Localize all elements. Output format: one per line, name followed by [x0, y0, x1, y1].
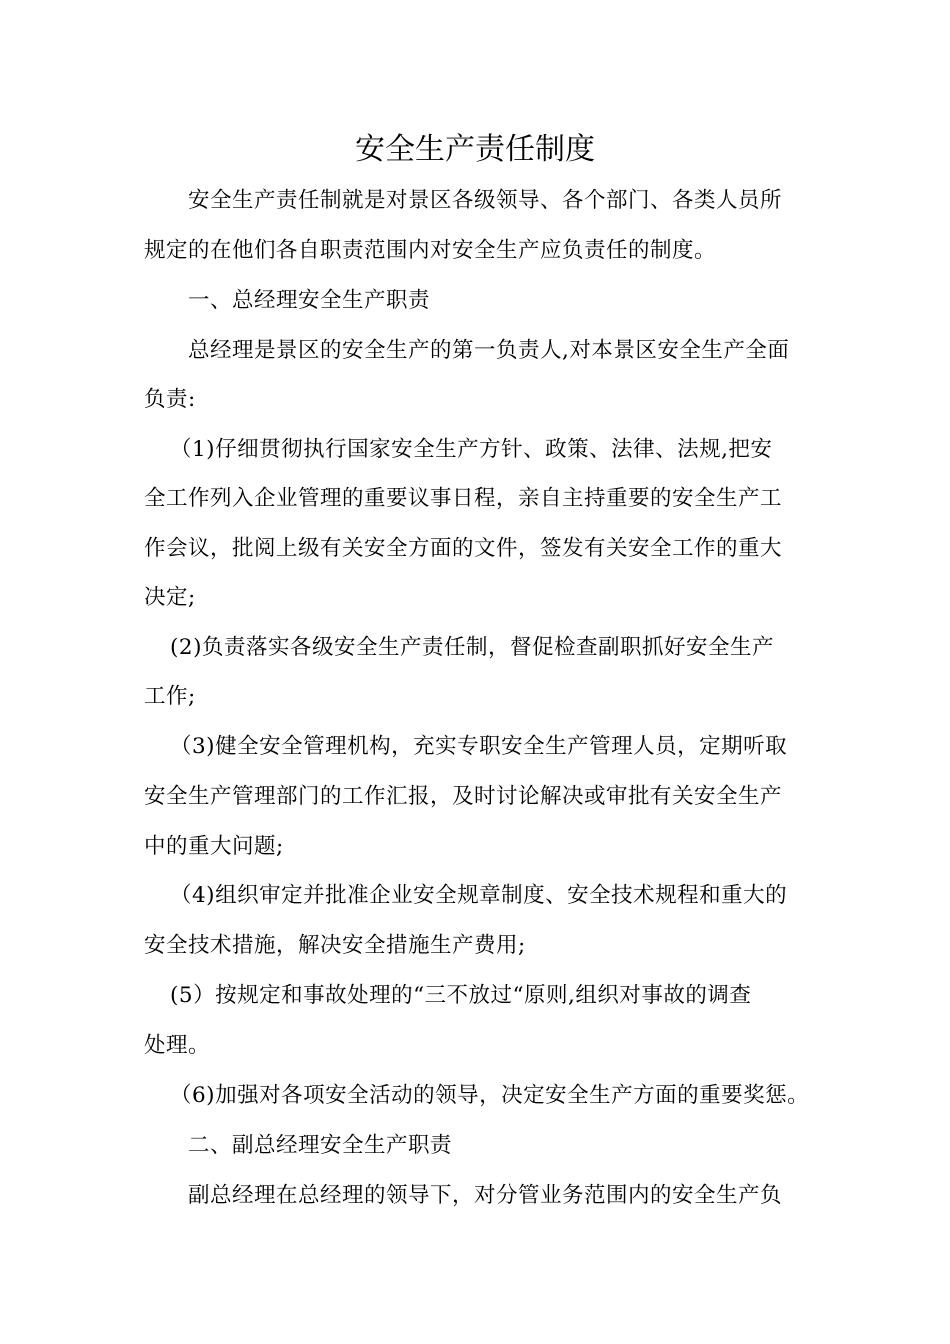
body-line: 总经理是景区的安全生产的第一负责人,对本景区安全生产全面 — [188, 338, 790, 363]
body-line: 负责: — [144, 387, 196, 412]
body-line: 处理。 — [144, 1033, 211, 1058]
body-line: 安全生产管理部门的工作汇报，及时讨论解决或审批有关安全生产 — [144, 784, 783, 809]
body-line: 规定的在他们各自职责范围内对安全生产应负责任的制度。 — [144, 238, 717, 263]
list-item: （6)加强对各项安全活动的领导，决定安全生产方面的重要奖惩。 — [170, 1083, 810, 1108]
list-item: （1)仔细贯彻执行国家安全生产方针、政策、法律、法规,把安 — [170, 437, 773, 462]
section-heading: 一、总经理安全生产职责 — [188, 288, 431, 313]
body-line: 作会议，批阅上级有关安全方面的文件，签发有关安全工作的重大 — [144, 536, 783, 561]
body-line: 全工作列入企业管理的重要议事日程，亲自主持重要的安全生产工 — [144, 486, 783, 511]
list-item: （4)组织审定并批准企业安全规章制度、安全技术规程和重大的 — [170, 883, 788, 908]
body-line: 工作; — [144, 684, 196, 709]
list-item: （3)健全安全管理机构，充实专职安全生产管理人员，定期听取 — [170, 734, 788, 759]
body-line: 中的重大问题; — [144, 834, 284, 859]
body-line: 安全技术措施，解决安全措施生产费用; — [144, 933, 526, 958]
section-heading: 二、副总经理安全生产职责 — [188, 1133, 453, 1158]
list-item: (2)负责落实各级安全生产责任制，督促检查副职抓好安全生产 — [170, 635, 774, 660]
list-item: (5）按规定和事故处理的“三不放过“原则,组织对事故的调查 — [170, 983, 752, 1008]
body-line: 安全生产责任制就是对景区各级领导、各个部门、各类人员所 — [188, 188, 783, 213]
page-title: 安全生产责任制度 — [355, 132, 595, 167]
body-line: 决定; — [144, 585, 196, 610]
body-line: 副总经理在总经理的领导下，对分管业务范围内的安全生产负 — [188, 1183, 783, 1208]
